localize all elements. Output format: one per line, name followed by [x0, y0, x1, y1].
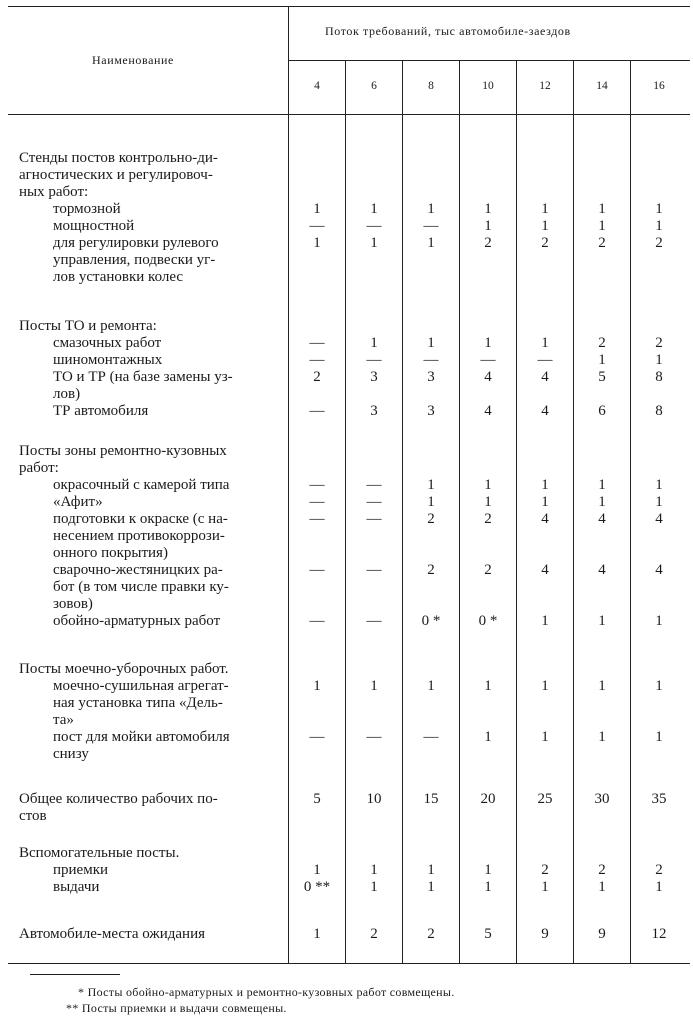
value-cell: 2: [541, 235, 549, 251]
value-cell: —: [309, 613, 325, 629]
value-cell: 2: [598, 335, 606, 351]
col-header-6: 6: [371, 80, 377, 92]
row-label-line: приемки: [53, 862, 109, 878]
total-value-cell: 25: [537, 791, 553, 807]
total-value-cell: 12: [651, 926, 667, 942]
total-value-cell: 30: [594, 791, 610, 807]
value-cell: —: [309, 477, 325, 493]
total-value-cell: 35: [651, 791, 667, 807]
row-label-line: ТР автомобиля: [53, 403, 149, 419]
value-cell: 2: [541, 862, 549, 878]
row-label-line: «Афит»: [53, 494, 103, 510]
value-cell: —: [309, 562, 325, 578]
value-cell: 1: [655, 613, 663, 629]
value-cell: 1: [598, 494, 606, 510]
value-cell: —: [309, 511, 325, 527]
flow-header: Поток требований, тыс автомобиле-заездов: [325, 24, 571, 38]
value-cell: 2: [484, 562, 492, 578]
value-cell: 1: [427, 678, 435, 694]
row-label-line: ная установка типа «Дель-: [53, 695, 223, 711]
row-label-line: лов): [53, 386, 81, 402]
value-cell: 1: [541, 201, 549, 217]
value-cell: 1: [541, 879, 549, 895]
value-cell: —: [309, 335, 325, 351]
value-cell: 2: [313, 369, 321, 385]
row-label-line: несением противокоррози-: [53, 528, 225, 544]
total-value-cell: 1: [313, 926, 321, 942]
row-label-line: сварочно-жестяницких ра-: [53, 562, 223, 578]
row-label-line: моечно-сушильная агрегат-: [53, 678, 229, 694]
value-cell: 4: [484, 369, 492, 385]
value-cell: 1: [598, 729, 606, 745]
value-cell: 4: [655, 511, 663, 527]
header-bottom-rule: [8, 114, 690, 115]
total-value-cell: 9: [541, 926, 549, 942]
value-cell: 1: [541, 494, 549, 510]
row-label-line: онного покрытия): [53, 545, 168, 561]
value-cell: 1: [484, 729, 492, 745]
value-cell: 1: [541, 477, 549, 493]
value-cell: —: [423, 352, 439, 368]
value-cell: 2: [598, 235, 606, 251]
value-cell: 3: [370, 369, 378, 385]
value-cell: 1: [370, 678, 378, 694]
row-label-line: снизу: [53, 746, 89, 762]
value-cell: 1: [313, 862, 321, 878]
row-label-line: окрасочный с камерой типа: [53, 477, 230, 493]
value-cell: 1: [484, 201, 492, 217]
value-cell: 4: [541, 403, 549, 419]
footnote-2: ** Посты приемки и выдачи совмещены.: [66, 1001, 287, 1015]
value-cell: 1: [370, 235, 378, 251]
row-label-line: подготовки к окраске (с на-: [53, 511, 228, 527]
value-cell: —: [309, 218, 325, 234]
row-label-line: выдачи: [53, 879, 100, 895]
section-title-line: ных работ:: [19, 184, 89, 200]
value-cell: —: [366, 477, 382, 493]
section-title-line: Посты зоны ремонтно-кузовных: [19, 443, 227, 459]
value-cell: —: [366, 562, 382, 578]
value-cell: 1: [655, 352, 663, 368]
value-cell: 1: [484, 494, 492, 510]
total-value-cell: 15: [423, 791, 439, 807]
value-cell: 1: [655, 678, 663, 694]
row-label-line: мощностной: [53, 218, 135, 234]
row-label-line: зовов): [53, 596, 93, 612]
value-cell: 1: [427, 862, 435, 878]
total-value-cell: 9: [598, 926, 606, 942]
value-cell: 2: [484, 235, 492, 251]
value-cell: 1: [370, 201, 378, 217]
value-cell: —: [537, 352, 553, 368]
value-cell: 8: [655, 369, 663, 385]
value-cell: 1: [598, 678, 606, 694]
value-cell: 1: [598, 218, 606, 234]
row-label-line: ТО и ТР (на базе замены уз-: [53, 369, 233, 385]
col-header-4: 4: [314, 80, 320, 92]
value-cell: 2: [484, 511, 492, 527]
value-cell: 1: [598, 201, 606, 217]
row-label-line: та»: [53, 712, 74, 728]
value-cell: —: [309, 403, 325, 419]
value-cell: 4: [541, 562, 549, 578]
value-cell: 4: [541, 369, 549, 385]
col-header-12: 12: [539, 80, 551, 92]
value-cell: 4: [484, 403, 492, 419]
row-label-line: пост для мойки автомобиля: [53, 729, 230, 745]
value-cell: 2: [427, 562, 435, 578]
section-title-line: Посты ТО и ремонта:: [19, 318, 157, 334]
row-label-line: смазочных работ: [53, 335, 162, 351]
row-label-line: обойно-арматурных работ: [53, 613, 221, 629]
name-column-header: Наименование: [92, 53, 174, 67]
footnote-1: * Посты обойно-арматурных и ремонтно-кузовных работ совмещены.: [78, 985, 455, 999]
value-cell: 2: [598, 862, 606, 878]
value-cell: 1: [313, 201, 321, 217]
value-cell: 1: [427, 477, 435, 493]
col-header-10: 10: [482, 80, 494, 92]
value-cell: 1: [541, 729, 549, 745]
value-cell: 1: [427, 879, 435, 895]
value-cell: —: [423, 218, 439, 234]
value-cell: —: [366, 218, 382, 234]
total-value-cell: 5: [313, 791, 321, 807]
value-cell: 4: [598, 562, 606, 578]
value-cell: 1: [655, 201, 663, 217]
value-cell: 1: [484, 862, 492, 878]
value-cell: 2: [655, 335, 663, 351]
value-cell: 4: [655, 562, 663, 578]
row-label-line: бот (в том числе правки ку-: [53, 579, 229, 595]
total-value-cell: 2: [370, 926, 378, 942]
total-value-cell: 10: [366, 791, 382, 807]
section-title-line: Посты моечно-уборочных работ.: [19, 661, 229, 677]
value-cell: —: [309, 729, 325, 745]
footnote-rule: [30, 974, 120, 975]
value-cell: 0 *: [478, 613, 498, 629]
value-cell: 1: [313, 678, 321, 694]
value-cell: 1: [370, 335, 378, 351]
value-cell: —: [366, 511, 382, 527]
value-cell: 6: [598, 403, 606, 419]
value-cell: 1: [313, 235, 321, 251]
value-cell: 1: [484, 477, 492, 493]
value-cell: 2: [655, 235, 663, 251]
row-label-line: лов установки колес: [53, 269, 184, 285]
value-cell: 1: [655, 494, 663, 510]
value-cell: —: [423, 729, 439, 745]
value-cell: 1: [655, 729, 663, 745]
total-value-cell: 5: [484, 926, 492, 942]
value-cell: 1: [541, 335, 549, 351]
value-cell: 2: [655, 862, 663, 878]
col-header-8: 8: [428, 80, 434, 92]
value-cell: 1: [427, 235, 435, 251]
value-cell: 5: [598, 369, 606, 385]
value-cell: 1: [598, 352, 606, 368]
value-cell: 1: [370, 862, 378, 878]
value-cell: 4: [598, 511, 606, 527]
value-cell: 3: [427, 403, 435, 419]
value-cell: 1: [427, 494, 435, 510]
value-cell: 1: [427, 201, 435, 217]
col-header-14: 14: [596, 80, 608, 92]
value-cell: 1: [655, 218, 663, 234]
value-cell: 8: [655, 403, 663, 419]
value-cell: 1: [370, 879, 378, 895]
value-cell: 1: [655, 879, 663, 895]
value-cell: —: [366, 352, 382, 368]
section-title-line: Вспомогательные посты.: [19, 845, 180, 861]
value-cell: 1: [598, 613, 606, 629]
value-cell: —: [366, 494, 382, 510]
value-cell: —: [480, 352, 496, 368]
value-cell: 2: [427, 511, 435, 527]
value-cell: 1: [484, 335, 492, 351]
row-label-line: шиномонтажных: [53, 352, 163, 368]
table-bottom-rule: [8, 963, 690, 964]
value-cell: 1: [541, 613, 549, 629]
value-cell: 1: [484, 678, 492, 694]
value-cell: —: [366, 729, 382, 745]
value-cell: 3: [370, 403, 378, 419]
row-label-line: для регулировки рулевого: [53, 235, 219, 251]
value-cell: 1: [541, 678, 549, 694]
value-cell: 1: [484, 218, 492, 234]
value-cell: —: [309, 494, 325, 510]
value-cell: 3: [427, 369, 435, 385]
row-label-line: тормозной: [53, 201, 121, 217]
value-cell: 1: [484, 879, 492, 895]
value-cell: 0 **: [303, 879, 331, 895]
total-value-cell: 20: [480, 791, 496, 807]
section-title-line: стов: [19, 808, 47, 824]
row-label-line: управления, подвески уг-: [53, 252, 216, 268]
section-title-line: Стенды постов контрольно-ди-: [19, 150, 218, 166]
value-cell: 4: [541, 511, 549, 527]
section-title-line: работ:: [19, 460, 59, 476]
value-cell: 1: [541, 218, 549, 234]
value-cell: 1: [655, 477, 663, 493]
section-title-line: Общее количество рабочих по-: [19, 791, 218, 807]
col-header-16: 16: [653, 80, 665, 92]
section-title-line: агностических и регулировоч-: [19, 167, 213, 183]
value-cell: 1: [427, 335, 435, 351]
total-value-cell: 2: [427, 926, 435, 942]
value-cell: 0 *: [421, 613, 441, 629]
value-cell: —: [366, 613, 382, 629]
table-top-rule: [8, 6, 690, 7]
value-cell: —: [309, 352, 325, 368]
value-cell: 1: [598, 879, 606, 895]
value-cell: 1: [598, 477, 606, 493]
section-title-line: Автомобиле-места ожидания: [19, 926, 205, 942]
